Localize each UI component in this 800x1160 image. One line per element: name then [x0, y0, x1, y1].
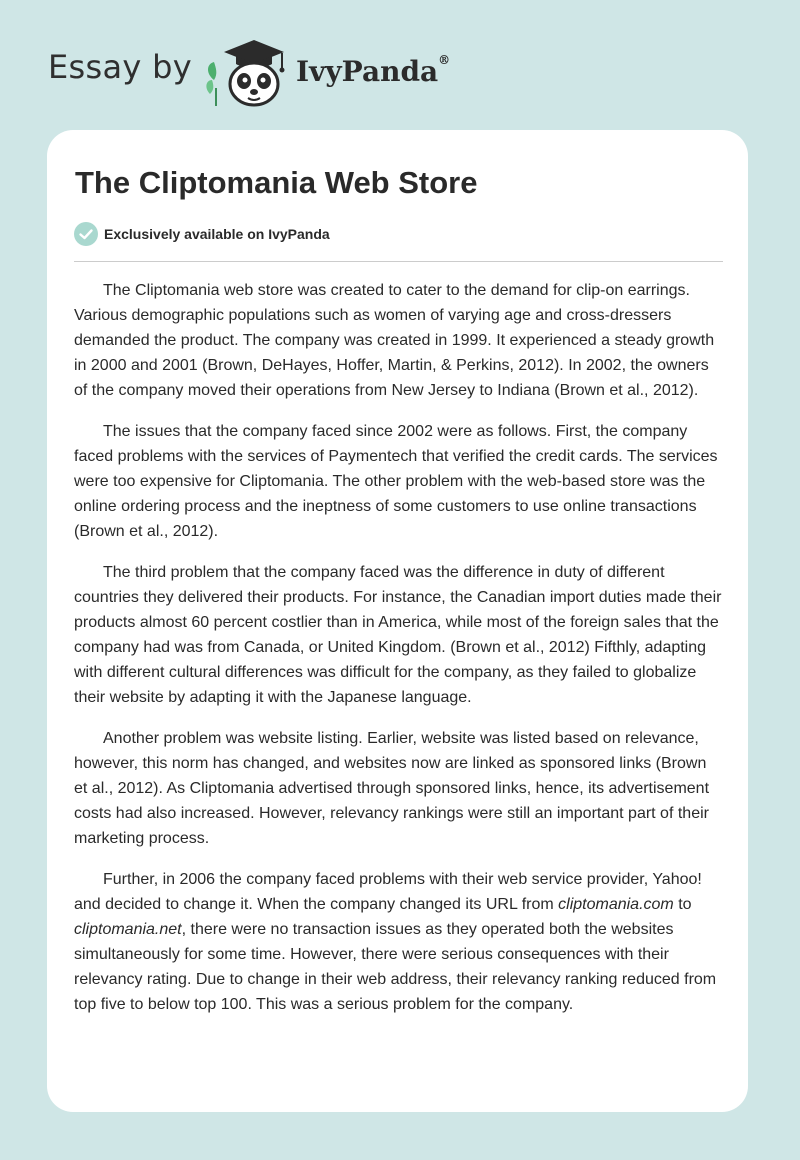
old-url: cliptomania.com — [558, 896, 674, 913]
paragraph: The issues that the company faced since 2002 were as follows. First, the company faced problems with the services of Paymentech that verified the credit cards. The services were too expensive for Cliptomania. The other problem with the web-based store was the online ordering process and the ineptness of some customers to use online transactions (Brown et al., 2012). — [74, 423, 718, 540]
exclusive-badge — [74, 222, 330, 246]
paragraph: The third problem that the company faced was the difference in duty of different countries they delivered their products. For instance, the Canadian import duties made their products almost 60 percent costlier than in America, while most of the foreign sales that the company had was from Canada, or United Kingdom. (Brown et al., 2012) Fifthly, adapting with different cultural differences was difficult for the company, as they failed to globalize their website by adapting it with the Japanese language. — [74, 564, 722, 706]
paragraph-text: Further, in 2006 the company faced problems with their web service provider, Yahoo! and decided to change it. When the company changed its URL from — [74, 871, 702, 913]
paragraph-text: to — [673, 896, 692, 913]
paragraph: Another problem was website listing. Earlier, website was listed based on relevance, however, this norm has changed, and websites now are linked as sponsored links (Brown et al., 2012). As Cliptomania advertised through sponsored links, hence, its advertisement costs had also increased. However, relevancy rankings were still an important part of their marketing process. — [74, 730, 710, 847]
paragraph: The Cliptomania web store was created to cater to the demand for clip-on earrings. Various demographic populations such as women of varying age and cross-dressers demanded the product. The company was created in 1999. It experienced a steady growth in 2000 and 2001 (Brown, DeHayes, Hoffer, Martin, & Perkins, 2012). In 2002, the owners of the company moved their operations from New Jersey to Indiana (Brown et al., 2012). — [74, 282, 715, 399]
new-url: cliptomania.net — [74, 921, 182, 938]
registered-mark: ® — [438, 53, 451, 67]
paragraph-text: , there were no transaction issues as they operated both the websites simultaneously for some time. However, there were serious consequences with their relevancy rating. Due to change in their web address, their relevancy ranking reduced from top five to below top 100. This was a serious problem for the company. — [74, 921, 717, 1013]
essay-body — [74, 278, 724, 1033]
brand-name[interactable] — [296, 55, 450, 88]
paragraph — [74, 867, 724, 1017]
panda-graduation-cap-icon[interactable] — [202, 34, 294, 110]
divider — [74, 261, 723, 262]
exclusive-badge-label: Exclusively available on IvyPanda — [104, 226, 330, 242]
essay-card — [47, 130, 748, 1112]
page-title: The Cliptomania Web Store — [75, 165, 478, 200]
brand-label: IvyPanda — [296, 55, 439, 88]
essay-by-label: Essay by — [48, 48, 192, 86]
site-header — [0, 0, 800, 120]
check-circle-icon — [74, 222, 98, 246]
